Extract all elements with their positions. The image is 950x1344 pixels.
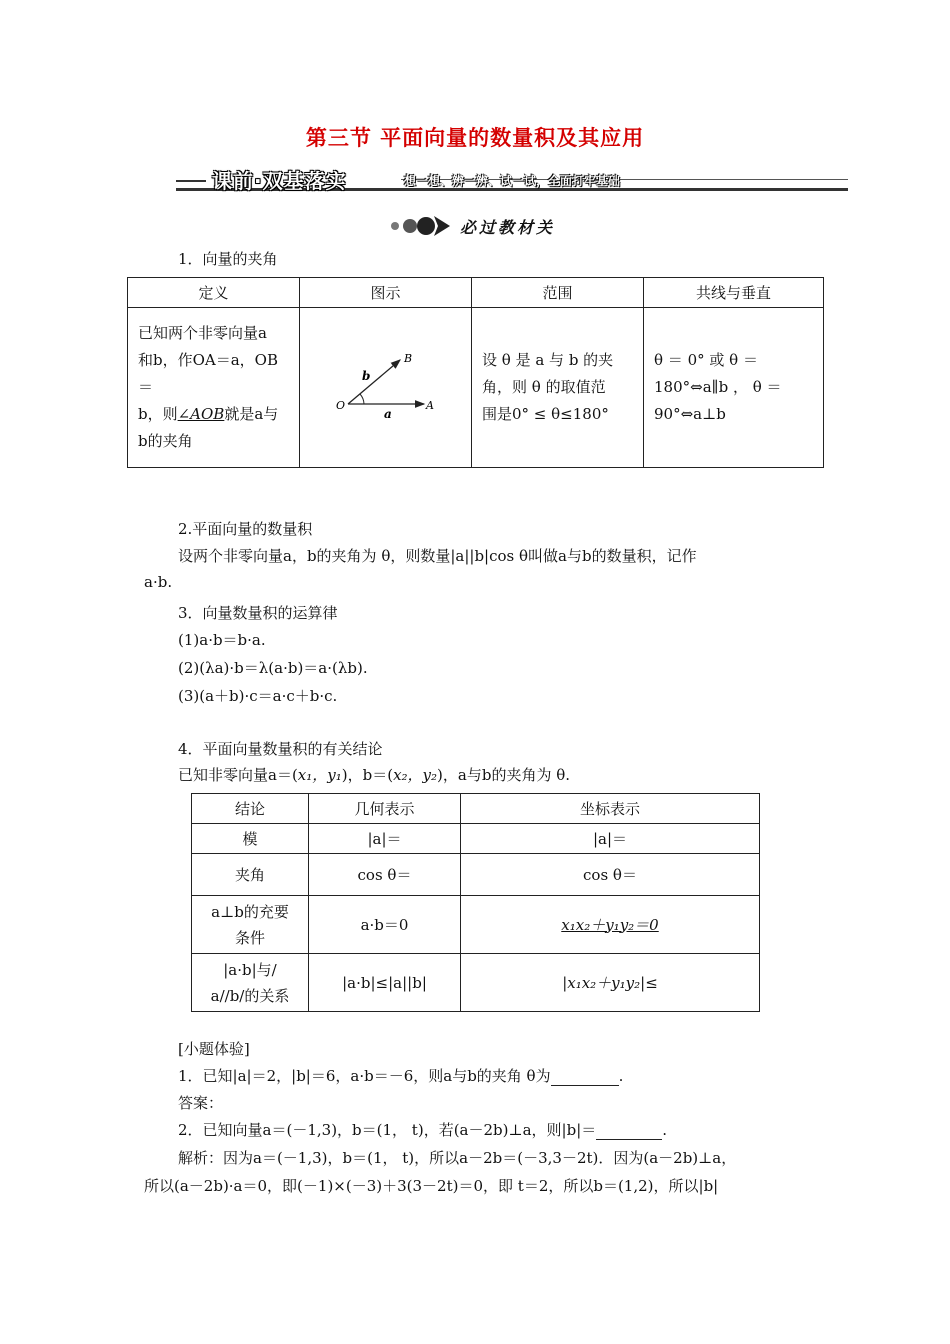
label-O: O xyxy=(335,398,345,412)
banner-subtitle: 想一想、辨一辨、试一试，全面打牢基础 xyxy=(404,174,621,188)
s2-body-line1: 设两个非零向量a，b的夹角为 θ，则数量|a||b|cos θ叫做a与b的数量积，记作 xyxy=(178,547,697,565)
angle-table xyxy=(127,277,824,468)
definition-line: 和b，作OA＝a，OB＝ xyxy=(138,351,278,396)
row-ineq-geo: |a·b|≤|a||b| xyxy=(309,954,461,1012)
row-perp-geo: a·b＝0 xyxy=(309,896,461,954)
header-diagram: 图示 xyxy=(300,278,472,308)
collinear-cell xyxy=(644,308,824,468)
row-ineq-label: |a·b|与/ a//b/的关系 xyxy=(192,954,309,1012)
header-range: 范围 xyxy=(472,278,644,308)
s4-heading: 4．平面向量数量积的有关结论 xyxy=(178,740,383,758)
badge-label: 必过教材关 xyxy=(460,218,556,237)
label-a: a xyxy=(383,406,392,421)
s1-heading: 1．向量的夹角 xyxy=(178,250,278,268)
s2-body-line2: a·b. xyxy=(144,573,173,591)
answer-blank xyxy=(551,1067,619,1086)
definition-cell xyxy=(128,308,300,468)
header-geometric: 几何表示 xyxy=(309,794,461,824)
definition-line: b的夹角 xyxy=(138,432,193,450)
s4-intro: 已知非零向量a＝(x₁，y₁)，b＝(x₂，y₂)，a与b的夹角为 θ. xyxy=(178,766,571,784)
range-line: 围是0° ≤ θ≤180° xyxy=(482,405,609,423)
angle-diagram xyxy=(326,346,446,426)
diagram-cell xyxy=(300,308,472,468)
section-banner xyxy=(176,168,848,194)
collinear-line: 180°⇔a∥b ， θ ＝ xyxy=(654,378,782,396)
s3-heading: 3．向量数量积的运算律 xyxy=(178,604,338,622)
header-definition: 定义 xyxy=(128,278,300,308)
s3-item: (3)(a＋b)·c＝a·c＋b·c. xyxy=(178,687,338,705)
solution-line2: 所以(a－2b)·a＝0，即(－1)×(－3)＋3(3－2t)＝0，即 t＝2，所以b＝(1,2)，所以|b| xyxy=(144,1177,719,1195)
row-angle-geo: cos θ＝ xyxy=(309,854,461,896)
vector-b-line xyxy=(348,360,400,404)
dots-arrow-icon xyxy=(388,213,454,239)
row-angle-coord: cos θ＝ xyxy=(461,854,760,896)
angle-aob: ∠AOB xyxy=(177,405,225,423)
range-cell xyxy=(472,308,644,468)
practice-q1: 1．已知|a|＝2，|b|＝6，a·b＝－6，则a与b的夹角 θ为 . xyxy=(178,1067,624,1085)
range-line: 设 θ 是 a 与 b 的夹 xyxy=(482,351,614,369)
label-A: A xyxy=(425,398,434,412)
section-badge xyxy=(388,213,556,239)
collinear-line: θ ＝ 0° 或 θ ＝ xyxy=(654,351,758,369)
header-collinear: 共线与垂直 xyxy=(644,278,824,308)
conclusions-table xyxy=(191,793,760,1012)
solution-line1: 解析：因为a＝(－1,3)，b＝(1， t)，所以a－2b＝(－3,3－2t)．因为(a－2b)⊥a， xyxy=(178,1149,737,1167)
banner-left-dash xyxy=(176,180,206,182)
row-angle-label: 夹角 xyxy=(192,854,309,896)
row-perp-coord: x₁x₂＋y₁y₂＝0 xyxy=(461,896,760,954)
header-conclusion: 结论 xyxy=(192,794,309,824)
label-B: B xyxy=(403,351,412,365)
definition-line: b，则∠AOB就是a与 xyxy=(138,405,279,423)
answer-blank xyxy=(596,1121,662,1140)
header-coordinate: 坐标表示 xyxy=(461,794,760,824)
collinear-line: 90°⇔a⊥b xyxy=(654,405,726,423)
practice-heading: [小题体验] xyxy=(178,1040,250,1058)
row-modulus-label: 模 xyxy=(192,824,309,854)
label-b: b xyxy=(361,368,370,383)
answer-label: 答案： xyxy=(178,1094,224,1112)
row-perp-label: a⊥b的充要 条件 xyxy=(192,896,309,954)
banner-main-text: 课前·双基落实 xyxy=(212,169,347,193)
angle-arc xyxy=(360,394,364,404)
s3-item: (1)a·b＝b·a. xyxy=(178,631,266,649)
row-ineq-coord: |x₁x₂＋y₁y₂|≤ xyxy=(461,954,760,1012)
s3-item: (2)(λa)·b＝λ(a·b)＝a·(λb). xyxy=(178,659,368,677)
row-modulus-geo: |a|＝ xyxy=(309,824,461,854)
row-modulus-coord: |a|＝ xyxy=(461,824,760,854)
page-title: 第三节 平面向量的数量积及其应用 xyxy=(305,126,645,150)
s2-heading: 2.平面向量的数量积 xyxy=(178,520,313,538)
definition-line: 已知两个非零向量a xyxy=(138,324,267,342)
practice-q2: 2．已知向量a＝(－1,3)，b＝(1， t)，若(a－2b)⊥a，则|b|＝ . xyxy=(178,1121,668,1139)
range-line: 角，则 θ 的取值范 xyxy=(482,378,606,396)
